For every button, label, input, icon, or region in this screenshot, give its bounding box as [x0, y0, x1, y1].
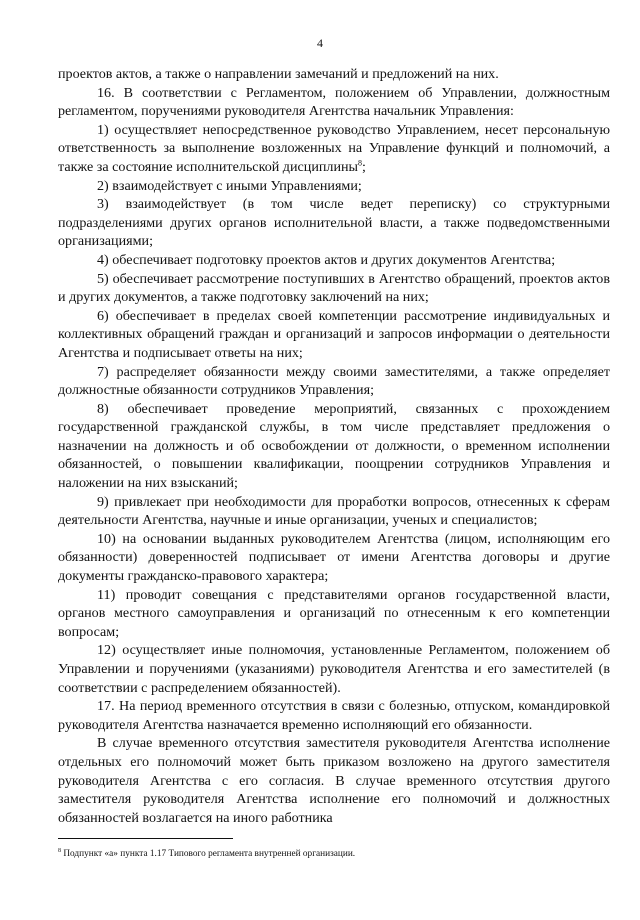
paragraph-subitem-3: 3) взаимодействует (в том числе ведет переписку) со структурными подразделениями других органов исполнительной власти, а также подведомственными организациями;: [58, 196, 610, 250]
paragraph-subitem-11: 11) проводит совещания с представителями органов государственной власти, органов местного самоуправления и организаций по отнесенным к его компетенции вопросам;: [58, 586, 610, 640]
footnote-marker: 8: [58, 848, 61, 854]
paragraph-continuation: проектов актов, а также о направлении замечаний и предложений на них.: [58, 66, 499, 82]
paragraph-item-17: 17. На период временного отсутствия в связи с болезнью, отпуском, командировкой руководителя Агентства назначается временно исполняющий его обязанности.: [58, 698, 610, 733]
paragraph-subitem-7: 7) распределяет обязанности между своими заместителями, а также определяет должностные обязанности сотрудников Управления;: [58, 363, 610, 399]
footnote-text: Подпункт «а» пункта 1.17 Типового регламента внутренней организации.: [61, 849, 356, 860]
paragraph-subitem-6: 6) обеспечивает в пределах своей компетенции рассмотрение индивидуальных и коллективных обращений граждан и организаций и запросов информации о деятельности Агентства и подписывает ответы на них;: [58, 307, 610, 361]
page-body: [58, 65, 610, 827]
paragraph-subitem-5: 5) обеспечивает рассмотрение поступивших в Агентство обращений, проектов актов и других документов, а также подготовку заключений на них;: [58, 270, 610, 306]
paragraph-subitem-1: [58, 121, 610, 177]
paragraph-subitem-2: 2) взаимодействует с иными Управлениями;: [97, 177, 362, 194]
paragraph-subitem-10: 10) на основании выданных руководителем Агентства (лицом, исполняющим его обязанности) доверенностей подписывает от имени Агентства договоры и другие документы гражданско-правового характера;: [58, 530, 610, 585]
paragraph-item-16: 16. В соответствии с Регламентом, положением об Управлении, должностным регламентом, поручениями руководителя Агентства начальник Управления:: [58, 84, 610, 120]
subitem-1-text: 1) осуществляет непосредственное руководство Управлением, несет персональную ответственность за выполнение возложенных на Управление функций и полномочий, а также за состояние исполнительской дисциплины: [58, 121, 610, 175]
paragraph-deputy-absence: В случае временного отсутствия заместителя руководителя Агентства исполнение отдельных его полномочий может быть приказом возложено на другого заместителя руководителя Агентства с его согласия. В случае временного отсутствия другого заместителя руководителя Агентства исполнение его полномочий и должностных обязанностей возлагается на иного работника: [58, 735, 610, 826]
paragraph-subitem-8: 8) обеспечивает проведение мероприятий, связанных с прохождением государственной гражданской службы, в том числе представляет предложения о назначении на должность и об освобождении от должности, о временном исполнении обязанностей, о повышении квалификации, поощрении сотрудников Управления и наложении на них взысканий;: [58, 400, 610, 492]
footnote: [58, 845, 610, 860]
paragraph-subitem-4: 4) обеспечивает подготовку проектов актов и других документов Агентства;: [97, 251, 556, 268]
paragraph-subitem-12: 12) осуществляет иные полномочия, установленные Регламентом, положением об Управлении и поручениями (указаниями) руководителя Агентства и его заместителей (в соответствии с распределением обязанностей).: [58, 642, 610, 696]
page-number: 4: [317, 36, 323, 50]
subitem-1-end: ;: [362, 158, 366, 175]
paragraph-subitem-9: 9) привлекает при необходимости для проработки вопросов, отнесенных к сферам деятельности Агентства, научные и иные организации, ученых и специалистов;: [58, 493, 610, 529]
footnote-reference[interactable]: 8: [358, 158, 362, 168]
footnote-separator: [58, 838, 233, 839]
